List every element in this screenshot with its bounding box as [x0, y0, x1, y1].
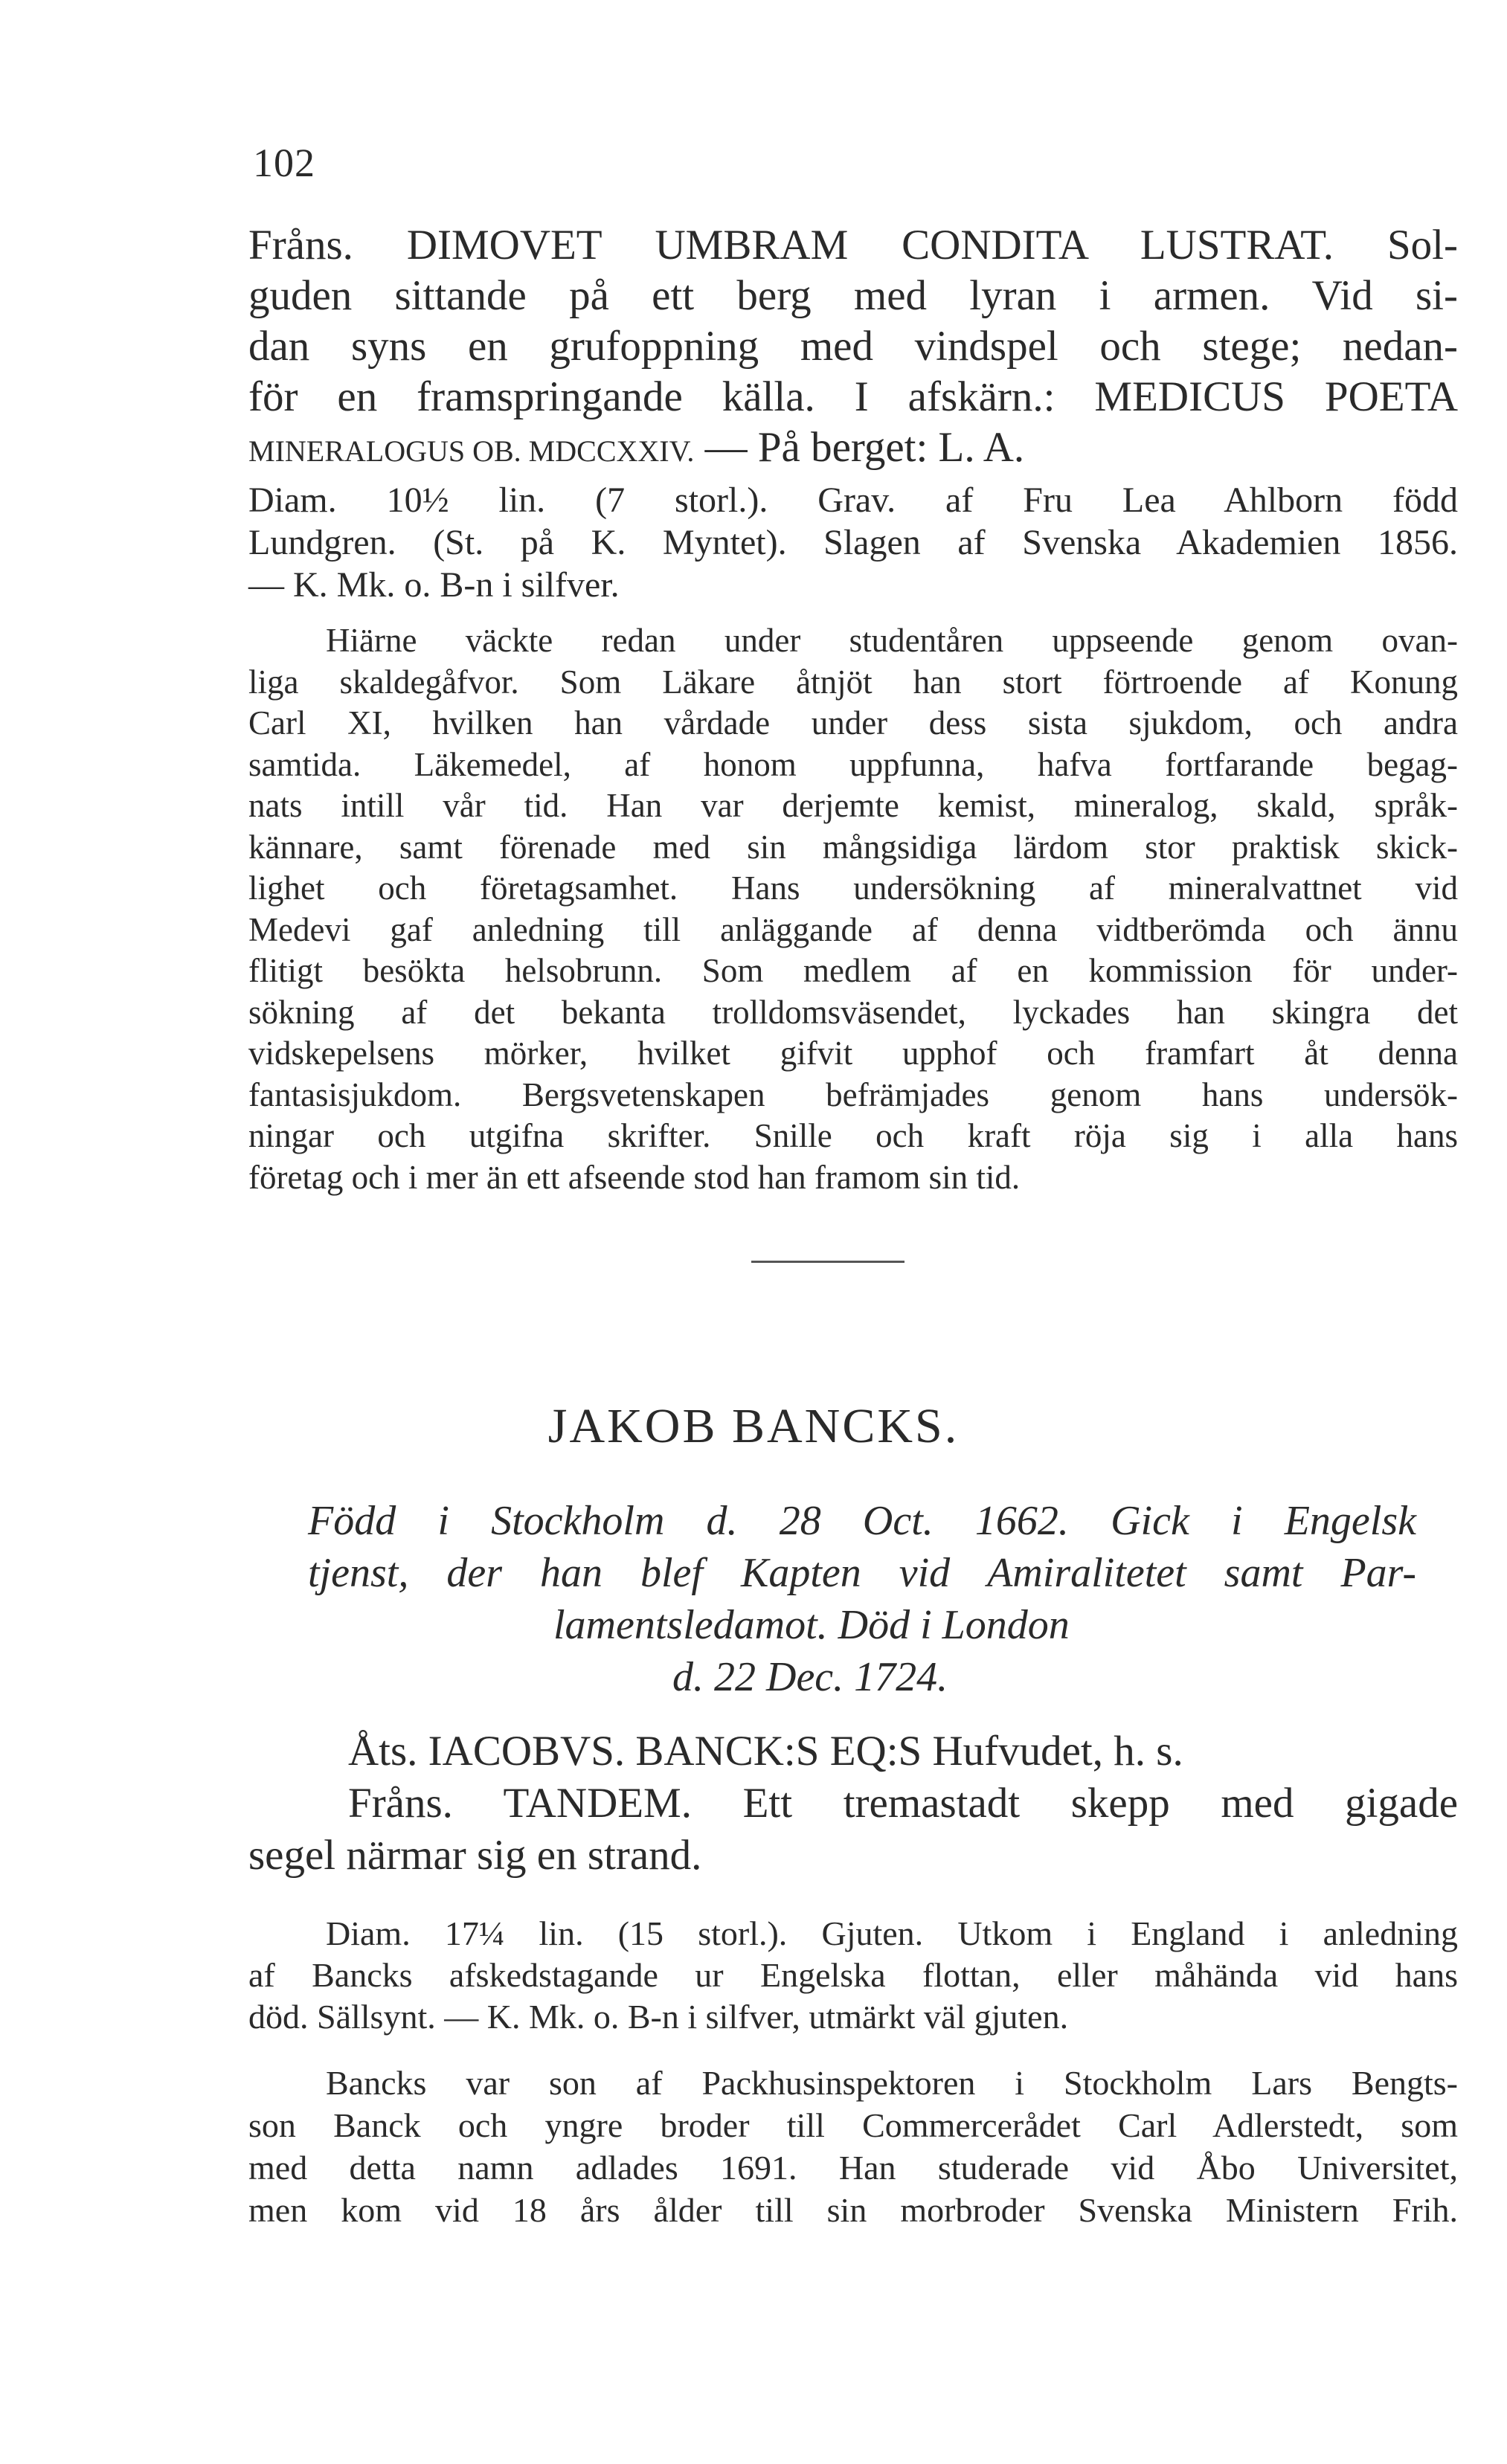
text-line: [248, 422, 1458, 477]
biography-paragraph: [248, 620, 1458, 1198]
text-line: Bancks var son af Packhusinspektoren i Stockholm Lars Bengts-: [326, 2064, 1458, 2102]
text-line: men kom vid 18 års ålder till sin morbroder Svenska Ministern Frih.: [248, 2191, 1458, 2229]
text-line: Född i Stockholm d. 28 Oct. 1662. Gick i Engelsk: [308, 1498, 1416, 1544]
biography-paragraph: [248, 2062, 1458, 2231]
text-line: nats intill vår tid. Han var derjemte kemist, mineralog, skald, språk-: [248, 787, 1458, 824]
text-line: dan syns en grufoppning med vindspel och stege; nedan-: [248, 323, 1458, 370]
text-line: vidskepelsens mörker, hvilket gifvit upphof och framfart åt denna: [248, 1035, 1458, 1072]
text-line: lamentsledamot. Död i London: [553, 1602, 1070, 1648]
text-line: för en framspringande källa. I afskärn.: MEDICUS POETA: [248, 373, 1458, 420]
medal-description: [248, 1725, 1458, 1882]
text-line: sökning af det bekanta trolldomsväsendet, lyckades han skingra det: [248, 993, 1458, 1031]
obverse-line: Åts. IACOBVS. BANCK:S EQ:S Hufvudet, h. s.: [348, 1728, 1183, 1775]
text-line: samtida. Läkemedel, af honom uppfunna, hafva fortfarande begag-: [248, 745, 1458, 783]
text-line: flitigt besökta helsobrunn. Som medlem af en kommission för under-: [248, 952, 1458, 989]
text-line: företag och i mer än ett afseende stod han framom sin tid.: [248, 1158, 1021, 1196]
medal-metadata: [248, 1913, 1458, 2038]
text-line: Carl XI, hvilken han vårdade under dess sista sjukdom, och andra: [248, 704, 1458, 742]
text-line: kännare, samt förenade med sin mångsidiga lärdom stor praktisk skick-: [248, 828, 1458, 866]
text-line: lighet och företagsamhet. Hans undersökning af mineralvattnet vid: [248, 869, 1458, 907]
text-line: död. Sällsynt. — K. Mk. o. B-n i silfver, utmärkt väl gjuten.: [248, 1998, 1069, 2036]
entry-heading: JAKOB BANCKS.: [547, 1399, 960, 1453]
exergue-inscription: MINERALOGUS OB. MDCCXXIV.: [248, 434, 695, 468]
text-line: Medevi gaf anledning till anläggande af denna vidtberömda och ännu: [248, 910, 1458, 948]
text-line: Lundgren. (St. på K. Myntet). Slagen af Svenska Akademien 1856.: [248, 523, 1458, 562]
entry-biographical-note: [308, 1495, 1416, 1703]
text-line: liga skaldegåfvor. Som Läkare åtnjöt han stort förtroende af Konung: [248, 663, 1458, 701]
text-line: guden sittande på ett berg med lyran i armen. Vid si-: [248, 272, 1458, 319]
text-line: Diam. 10½ lin. (7 storl.). Grav. af Fru Lea Ahlborn född: [248, 480, 1458, 520]
section-divider: [751, 1261, 904, 1263]
text-line: Fråns. DIMOVET UMBRAM CONDITA LUSTRAT. Sol-: [248, 222, 1458, 268]
text-line: d. 22 Dec. 1724.: [672, 1654, 948, 1700]
reverse-line: Fråns. TANDEM. Ett tremastadt skepp med gigade: [348, 1780, 1458, 1827]
text-line: fantasisjukdom. Bergsvetenskapen befrämjades genom hans undersök-: [248, 1075, 1458, 1113]
text-line: tjenst, der han blef Kapten vid Amiralitetet samt Par-: [308, 1550, 1416, 1596]
page-number: 102: [253, 141, 315, 185]
reverse-line: segel närmar sig en strand.: [248, 1832, 702, 1879]
text-line-rest: — På berget: L. A.: [694, 424, 1025, 471]
medal-metadata: [248, 479, 1458, 606]
text-line: Hiärne väckte redan under studentåren uppseende genom ovan-: [326, 622, 1458, 659]
medal-reverse-description: [248, 220, 1458, 477]
text-line: Diam. 17¼ lin. (15 storl.). Gjuten. Utkom i England i anledning: [326, 1914, 1458, 1952]
text-line: ningar och utgifna skrifter. Snille och kraft röja sig i alla hans: [248, 1117, 1458, 1154]
text-line: af Bancks afskedstagande ur Engelska flottan, eller måhända vid hans: [248, 1956, 1458, 1994]
text-line: med detta namn adlades 1691. Han studerade vid Åbo Universitet,: [248, 2149, 1458, 2187]
text-line: — K. Mk. o. B-n i silfver.: [248, 565, 620, 605]
text-line: son Banck och yngre broder till Commercerådet Carl Adlerstedt, som: [248, 2106, 1458, 2144]
